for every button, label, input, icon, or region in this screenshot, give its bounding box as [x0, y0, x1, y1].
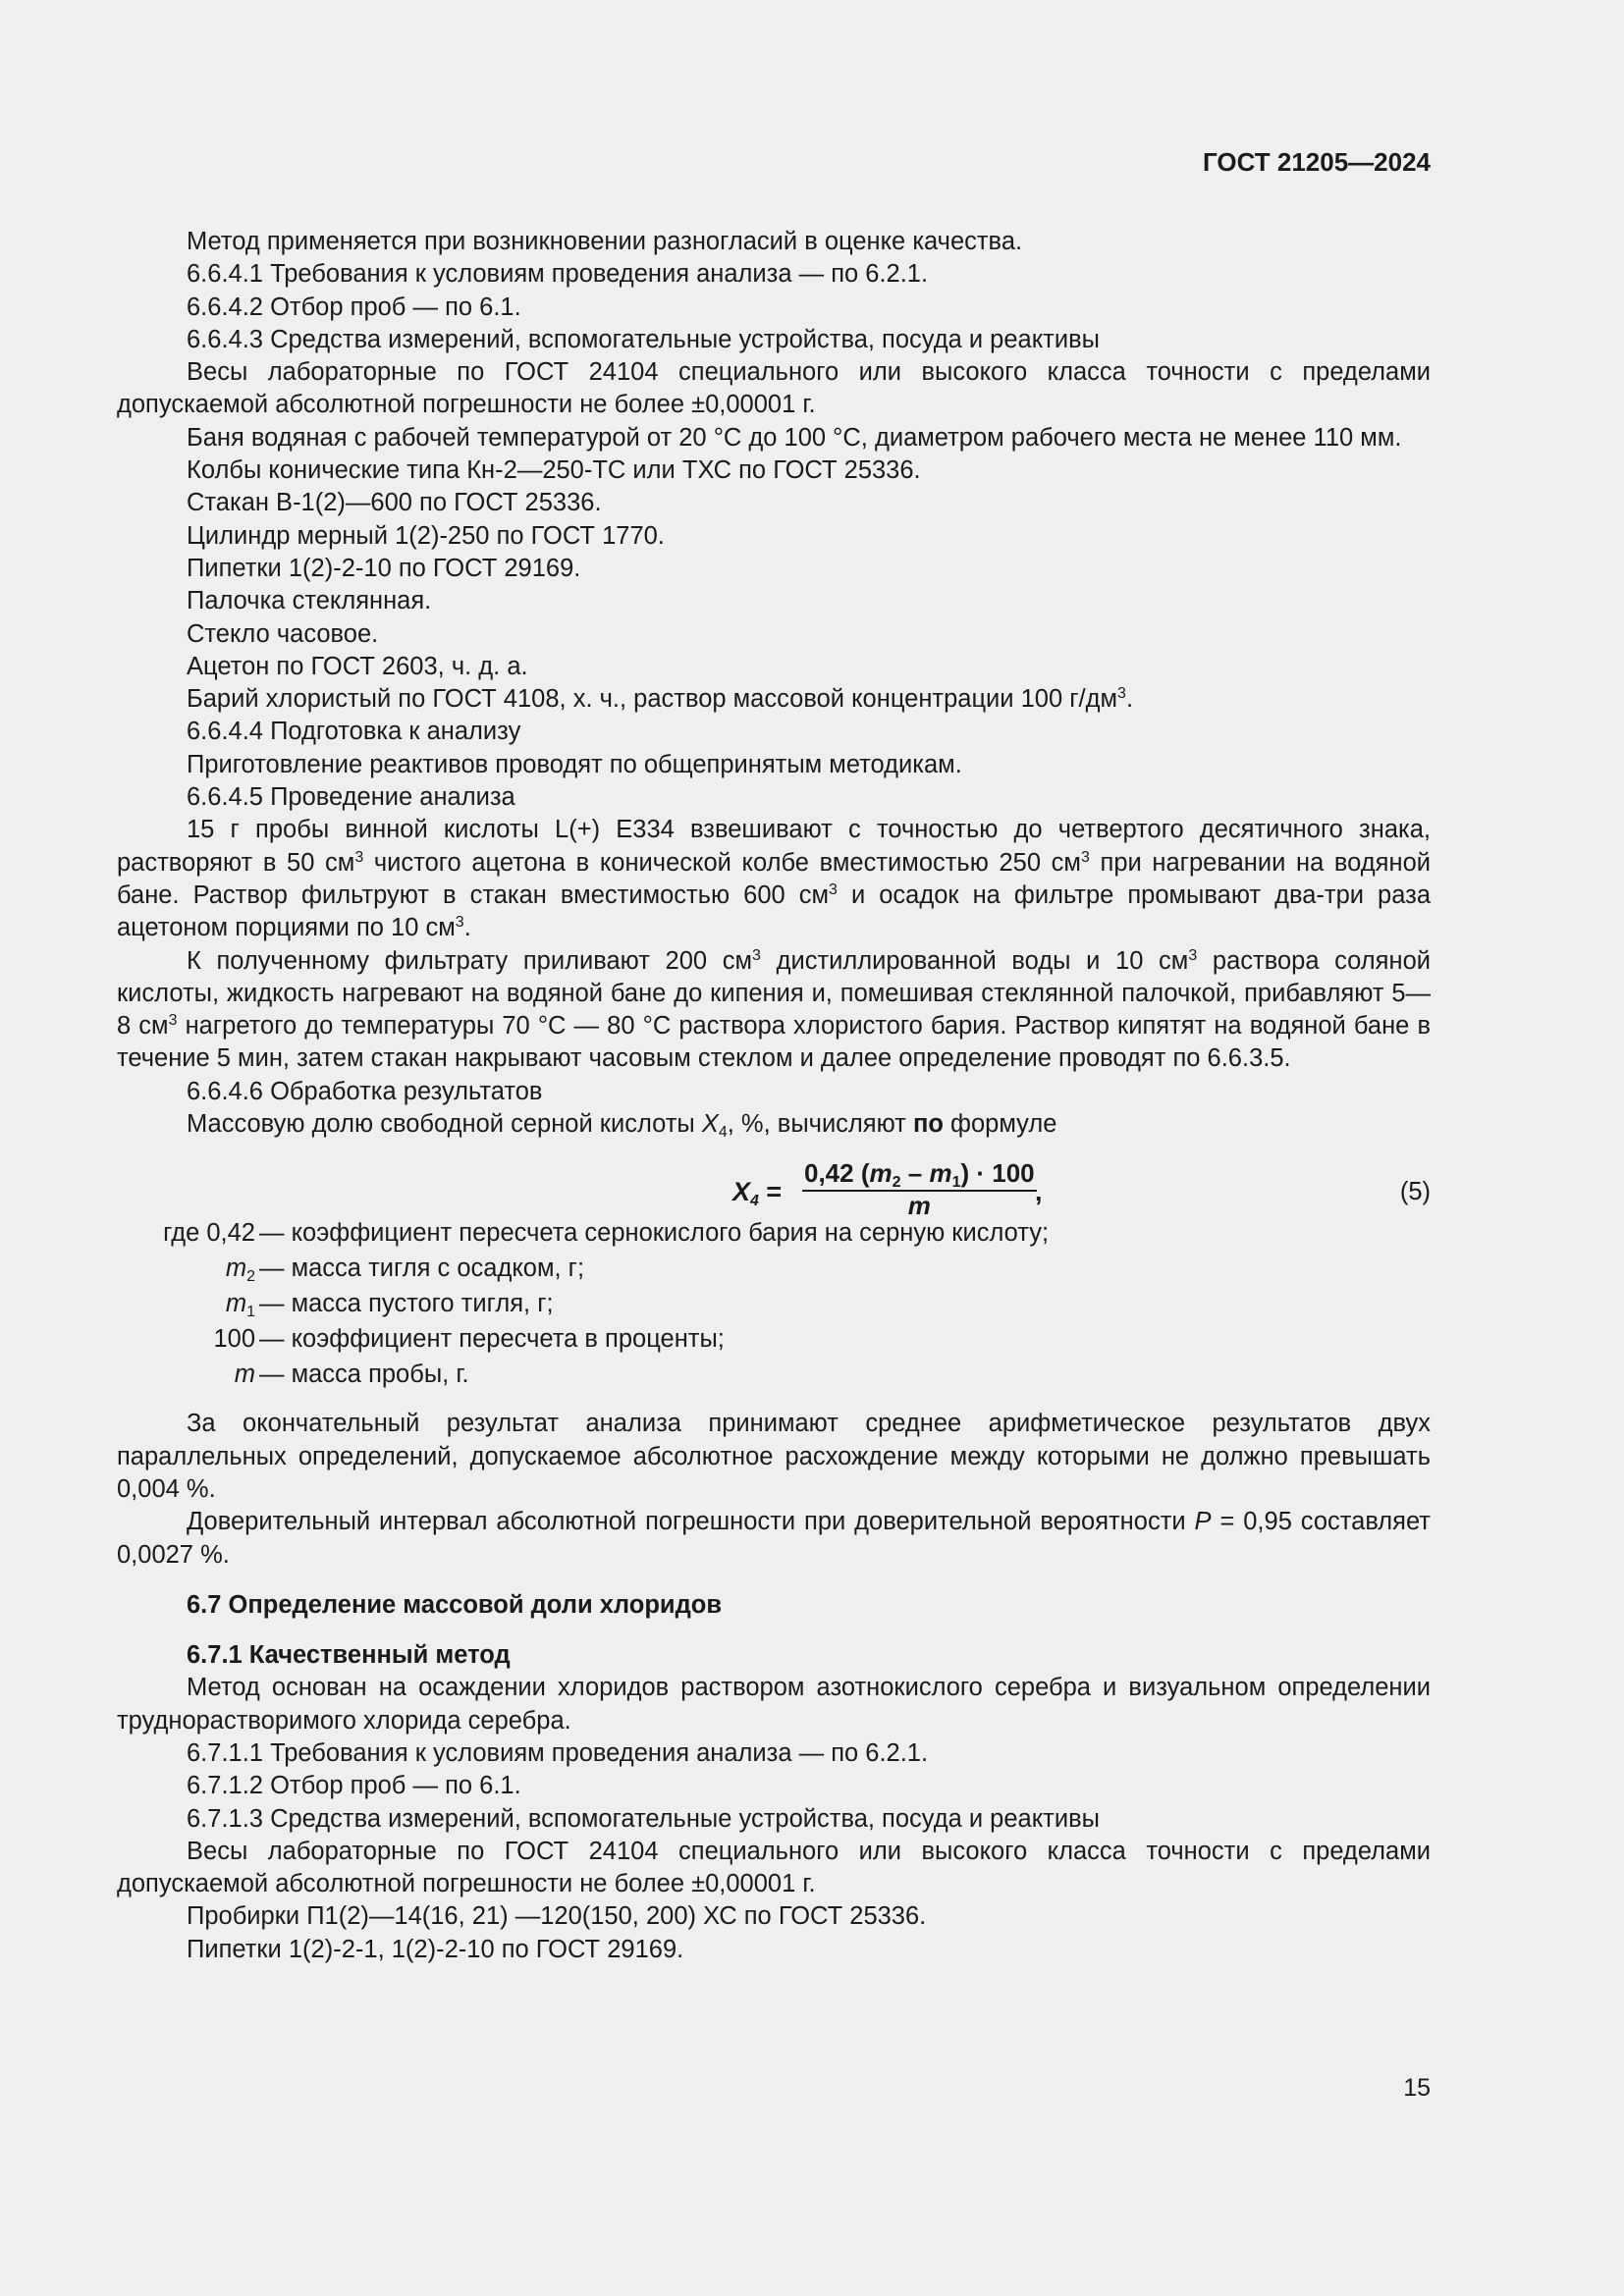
formula-lhs: $X_4$ = [732, 1177, 783, 1210]
clause-6-7-1-1: 6.7.1.1 Требования к условиям проведения анализа — по 6.2.1. [187, 1738, 929, 1767]
clause-6-6-4-4: 6.6.4.4 Подготовка к анализу [187, 718, 521, 746]
paragraph-calc-intro: Массовую долю свободной серной кислоты $X_4$, %, вычисляют по формуле [187, 1110, 1057, 1142]
paragraph: Метод основан на осаждении хлоридов раствором азотнокислого серебра и визуальном определении труднорастворимого хлорида серебра. [117, 1674, 1431, 1735]
clause-6-6-4-6: 6.6.4.6 Обработка результатов [187, 1077, 543, 1105]
legend-symbol: где 0,42 [163, 1219, 255, 1248]
formula-numerator: 0,42 $(m_2 - m_1) \cdot 100$ [804, 1158, 1035, 1192]
paragraph-barium: Барий хлористый по ГОСТ 4108, х. ч., раствор массовой концентрации 100 $г/дм^3$. [187, 685, 1134, 714]
legend-text: — масса пустого тигля, г; [259, 1290, 554, 1318]
formula-denominator: m [907, 1191, 931, 1221]
document-code-header: ГОСТ 21205—2024 [1203, 147, 1431, 177]
page-number: 15 [1403, 2074, 1431, 2102]
legend-text: — масса тигля с осадком, г; [259, 1255, 585, 1283]
formula-number: (5) [1399, 1178, 1431, 1206]
legend-row [117, 1359, 1431, 1394]
legend-row [117, 1323, 1431, 1359]
paragraph: Весы лабораторные по ГОСТ 24104 специального или высокого класса точности с пределами допускаемой абсолютной погрешности не более ±0,00001 г. [117, 1837, 1431, 1898]
legend-text: — масса пробы, г. [259, 1361, 469, 1389]
paragraph: Пипетки 1(2)-2-10 по ГОСТ 29169. [187, 554, 581, 582]
legend-symbol: $m_2$ [225, 1255, 255, 1286]
formula-fraction [802, 1158, 1037, 1219]
paragraph: Весы лабораторные по ГОСТ 24104 специального или высокого класса точности с пределами допускаемой абсолютной погрешности не более ±0,00001 г. [117, 358, 1431, 419]
paragraph: Стакан В-1(2)—600 по ГОСТ 25336. [187, 489, 602, 517]
paragraph: Цилиндр мерный 1(2)-250 по ГОСТ 1770. [187, 521, 665, 550]
paragraph: Стекло часовое. [187, 619, 379, 648]
paragraph: Приготовление реактивов проводят по общепринятым методикам. [187, 750, 962, 778]
clause-6-6-4-3: 6.6.4.3 Средства измерений, вспомогательные устройства, посуда и реактивы [187, 325, 1100, 353]
subsection-heading-6-7-1: 6.7.1 Качественный метод [187, 1641, 511, 1670]
paragraph: Колбы конические типа Кн-2—250-ТС или ТХС по ГОСТ 25336. [187, 456, 921, 485]
page-body [117, 226, 1431, 1966]
legend-symbol: 100 [213, 1325, 255, 1354]
paragraph: Метод применяется при возникновении разногласий в оценке качества. [187, 228, 1023, 255]
paragraph: Ацетон по ГОСТ 2603, ч. д. а. [187, 652, 528, 680]
paragraph: Баня водяная с рабочей температурой от 20 °С до 100 °С, диаметром рабочего места не менее 110 мм. [187, 423, 1402, 452]
legend-row [117, 1253, 1431, 1288]
clause-6-6-4-5: 6.6.4.5 Проведение анализа [187, 783, 515, 812]
legend-text: — коэффициент пересчета в проценты; [259, 1325, 725, 1354]
paragraph-procedure-2: К полученному фильтрату приливают 200 $см^3$ дистиллированной воды и 10 $см^3$ раствора соляной кислоты, жидкость нагревают на водяной бане до кипения и, помешивая стеклянной палочкой, прибавляют 5—8 $см^3$ нагретого до температуры 70 °С — 80 °С раствора хлористого бария. Раствор кипятят на водяной бане в течение 5 мин, затем стакан накрывают часовым стеклом и далее определение проводят по 6.6.3.5. [117, 946, 1431, 1073]
formula-5: $X_4$ = $\frac{0,42 (m_2 - m_1) \cdot 100}{m}$ , (5) [732, 1158, 1431, 1221]
formula-legend [117, 1217, 1431, 1394]
clause-6-7-1-3: 6.7.1.3 Средства измерений, вспомогательные устройства, посуда и реактивы [187, 1804, 1100, 1833]
paragraph-final-result: За окончательный результат анализа принимают среднее арифметическое результатов двух параллельных определений, допускаемое абсолютное расхождение между которыми не должно превышать 0,004 %. [117, 1410, 1431, 1503]
legend-symbol: $m_1$ [225, 1290, 255, 1321]
legend-row [117, 1217, 1431, 1253]
clause-6-7-1-2: 6.7.1.2 Отбор проб — по 6.1. [187, 1772, 521, 1800]
paragraph: Пипетки 1(2)-2-1, 1(2)-2-10 по ГОСТ 29169. [187, 1935, 684, 1963]
clause-6-6-4-2: 6.6.4.2 Отбор проб — по 6.1. [187, 293, 521, 321]
paragraph-confidence: Доверительный интервал абсолютной погрешности при доверительной вероятности P = 0,95 составляет 0,0027 %. [117, 1508, 1431, 1569]
paragraph: Палочка стеклянная. [187, 587, 432, 615]
paragraph: Пробирки П1(2)—14(16, 21) —120(150, 200) ХС по ГОСТ 25336. [187, 1902, 927, 1931]
legend-row [117, 1288, 1431, 1323]
legend-text: — коэффициент пересчета сернокислого бария на серную кислоту; [259, 1219, 1050, 1248]
section-heading-6-7: 6.7 Определение массовой доли хлоридов [187, 1590, 723, 1619]
clause-6-6-4-1: 6.6.4.1 Требования к условиям проведения анализа — по 6.2.1. [187, 260, 929, 289]
legend-symbol: m [234, 1361, 255, 1389]
paragraph-procedure-1: 15 г пробы винной кислоты L(+) Е334 взвешивают с точностью до четвертого десятичного знака, растворяют в 50 $см^3$ чистого ацетона в конической колбе вместимостью 250 $см^3$ при нагревании на водяной бане. Раствор фильтруют в стакан вместимостью 600 $см^3$ и осадок на фильтре промывают два-три раза ацетоном порциями по 10 $см^3$. [117, 816, 1431, 942]
